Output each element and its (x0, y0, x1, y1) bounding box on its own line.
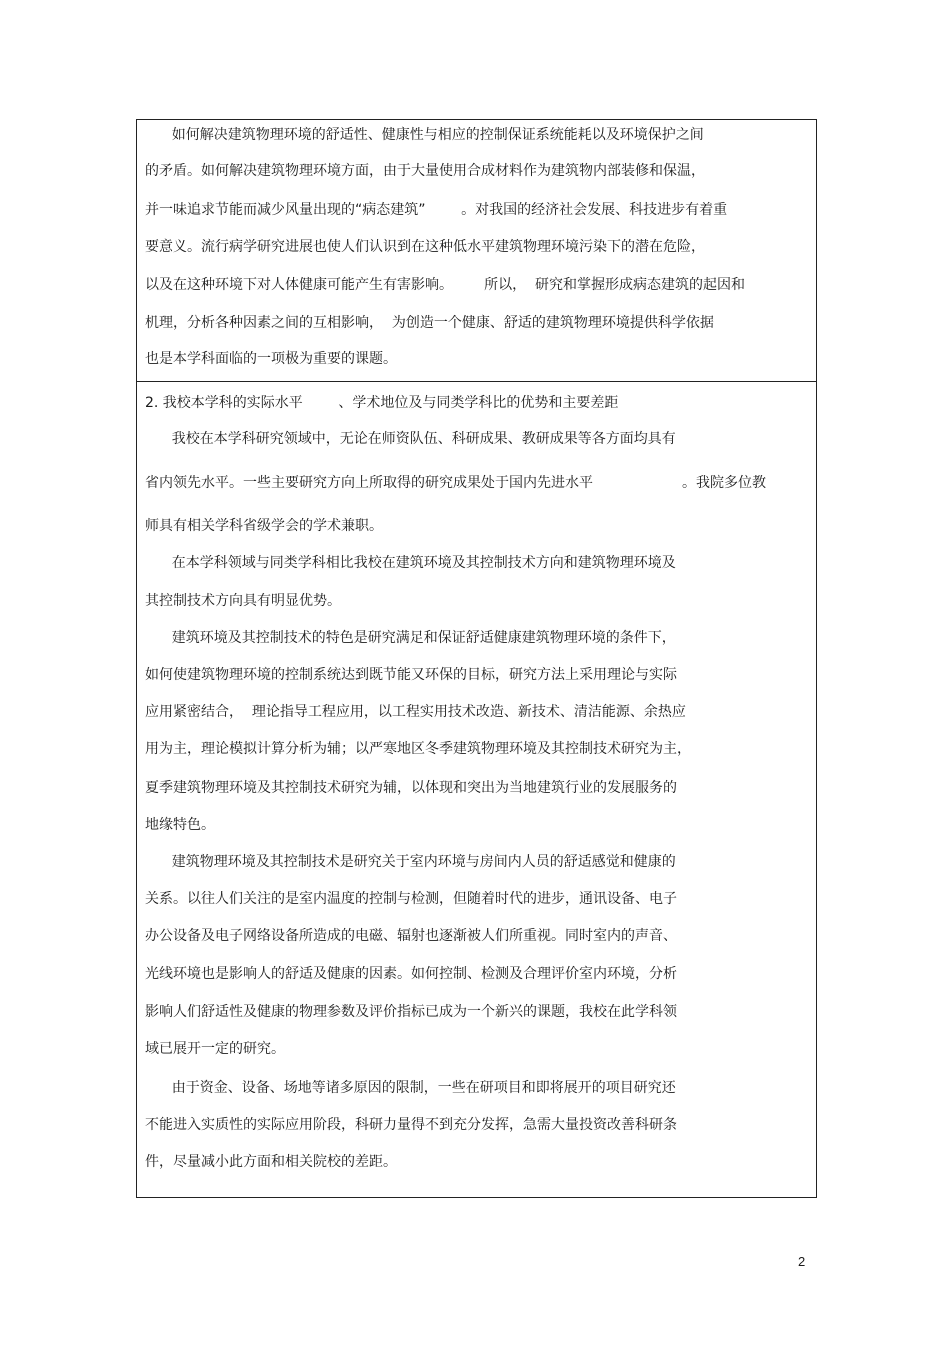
section2-line-11: 地缘特色。 (145, 817, 215, 833)
section2-line-5: 其控制技术方向具有明显优势。 (145, 593, 341, 609)
section2-line-10: 夏季建筑物理环境及其控制技术研究为辅，以体现和突出为当地建筑行业的发展服务的 (145, 780, 677, 796)
section2-line-6: 建筑环境及其控制技术的特色是研究满足和保证舒适健康建筑物理环境的条件下， (145, 630, 676, 646)
section1-line-1: 如何解决建筑物理环境的舒适性、健康性与相应的控制保证系统能耗以及环境保护之间 (145, 127, 704, 143)
section2-line-1: 我校在本学科研究领域中，无论在师资队伍、科研成果、教研成果等各方面均具有 (145, 431, 676, 447)
section2-line-2: 省内领先水平。一些主要研究方向上所取得的研究成果处于国内先进水平 。我院多位教 (145, 475, 767, 491)
section2-line-3: 师具有相关学科省级学会的学术兼职。 (145, 518, 383, 534)
section2-line-15: 光线环境也是影响人的舒适及健康的因素。如何控制、检测及合理评价室内环境，分析 (145, 966, 677, 982)
section1-line-6: 机理，分析各种因素之间的互相影响， 为创造一个健康、舒适的建筑物理环境提供科学依据 (145, 315, 714, 331)
section2-line-12: 建筑物理环境及其控制技术是研究关于室内环境与房间内人员的舒适感觉和健康的 (145, 854, 676, 870)
section1-line-7: 也是本学科面临的一项极为重要的课题。 (145, 351, 397, 367)
section2-line-18: 由于资金、设备、场地等诸多原因的限制，一些在研项目和即将展开的项目研究还 (145, 1080, 676, 1096)
section2-line-4: 在本学科领域与同类学科相比我校在建筑环境及其控制技术方向和建筑物理环境及 (145, 555, 676, 571)
section2-line-16: 影响人们舒适性及健康的物理参数及评价指标已成为一个新兴的课题，我校在此学科领 (145, 1004, 677, 1020)
section1-line-2: 的矛盾。如何解决建筑物理环境方面，由于大量使用合成材料作为建筑物内部装修和保温， (145, 163, 705, 179)
section1-line-4: 要意义。流行病学研究进展也使人们认识到在这种低水平建筑物理环境污染下的潜在危险， (145, 239, 705, 255)
section2-line-19: 不能进入实质性的实际应用阶段，科研力量得不到充分发挥，急需大量投资改善科研条 (145, 1117, 677, 1133)
section2-line-7: 如何使建筑物理环境的控制系统达到既节能又环保的目标，研究方法上采用理论与实际 (145, 667, 677, 683)
section2-heading: 2. 我校本学科的实际水平 、学术地位及与同类学科比的优势和主要差距 (145, 395, 619, 411)
section2-line-13: 关系。以往人们关注的是室内温度的控制与检测，但随着时代的进步，通讯设备、电子 (145, 891, 677, 907)
section2-line-8: 应用紧密结合， 理论指导工程应用，以工程实用技术改造、新技术、清洁能源、余热应 (145, 704, 686, 720)
section2-line-14: 办公设备及电子网络设备所造成的电磁、辐射也逐渐被人们所重视。同时室内的声音、 (145, 928, 677, 944)
section2-line-20: 件，尽量减小此方面和相关院校的差距。 (145, 1154, 397, 1170)
section2-line-9: 用为主，理论模拟计算分析为辅；以严寒地区冬季建筑物理环境及其控制技术研究为主， (145, 741, 691, 757)
content-table (136, 119, 817, 1198)
section2-line-17: 域已展开一定的研究。 (145, 1041, 285, 1057)
row-divider (137, 381, 816, 382)
page-number: 2 (798, 1254, 806, 1269)
section1-line-5: 以及在这种环境下对人体健康可能产生有害影响。 所以， 研究和掌握形成病态建筑的起因和 (145, 277, 746, 293)
section1-line-3: 并一味追求节能而减少风量出现的“病态建筑” 。对我国的经济社会发展、科技进步有着重 (145, 202, 728, 218)
